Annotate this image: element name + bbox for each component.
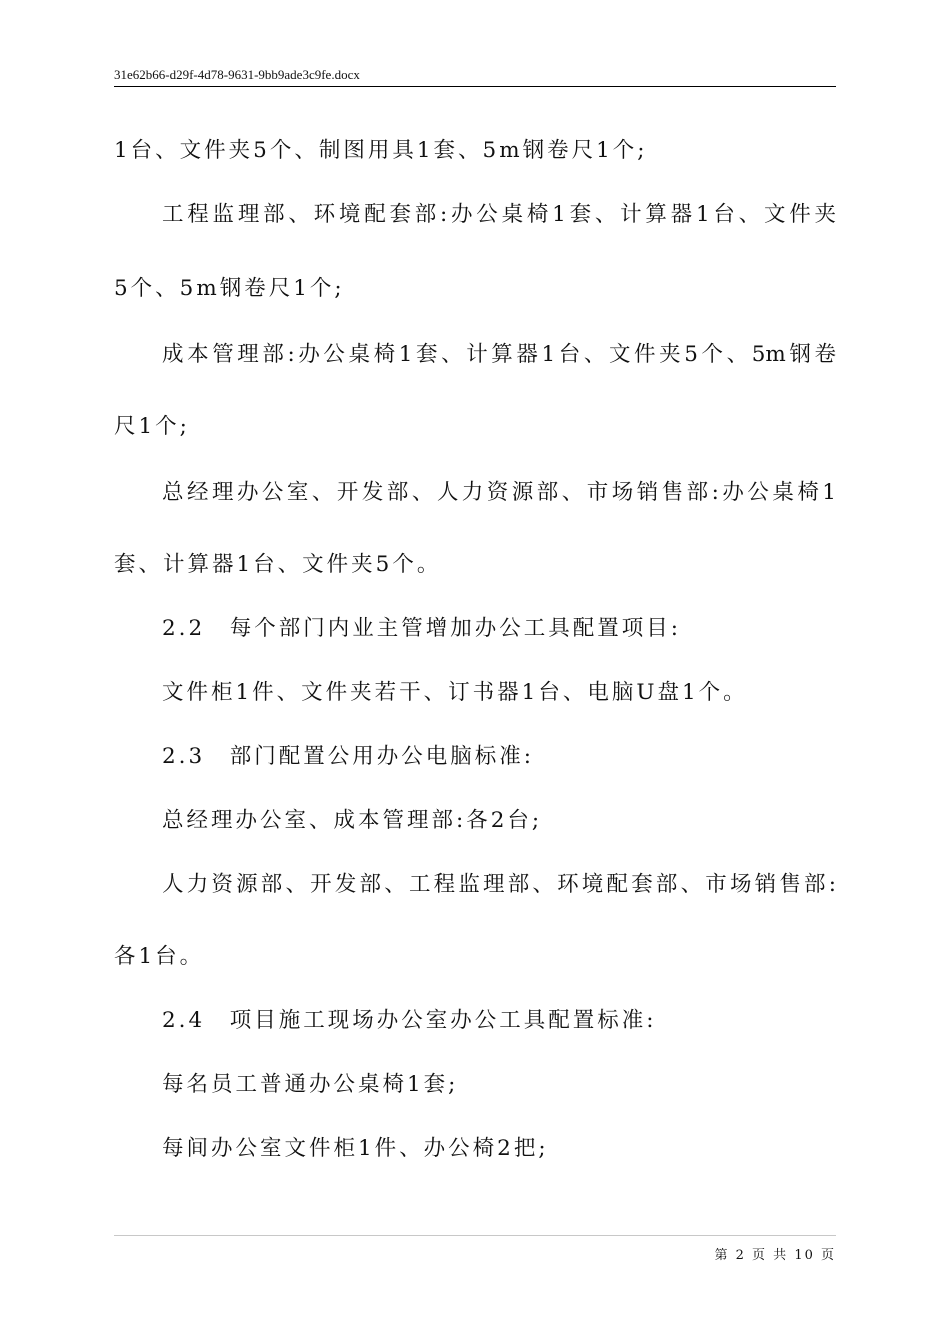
body-line-5: 尺1个;: [114, 414, 190, 439]
body-line-13: 各1台。: [114, 944, 205, 969]
body-line-16: 每间办公室文件柜1件、办公椅2把;: [162, 1136, 549, 1161]
body-line-4: 成本管理部:办公桌椅1套、计算器1台、文件夹5个、5m钢卷: [162, 342, 836, 367]
footer-divider: [114, 1235, 836, 1236]
body-line-15: 每名员工普通办公桌椅1套;: [162, 1072, 459, 1097]
body-line-2: 工程监理部、环境配套部:办公桌椅1套、计算器1台、文件夹: [162, 202, 836, 227]
header-divider: [114, 86, 836, 87]
body-line-7: 套、计算器1台、文件夹5个。: [114, 552, 442, 577]
section-heading-2-2: 2.2 每个部门内业主管增加办公工具配置项目:: [162, 616, 681, 641]
section-heading-2-4: 2.4 项目施工现场办公室办公工具配置标准:: [162, 1008, 657, 1033]
body-line-3: 5个、5m钢卷尺1个;: [114, 276, 345, 301]
body-line-1: 1台、文件夹5个、制图用具1套、5m钢卷尺1个;: [114, 138, 648, 163]
body-line-11: 总经理办公室、成本管理部:各2台;: [162, 808, 543, 833]
section-heading-2-3: 2.3 部门配置公用办公电脑标准:: [162, 744, 534, 769]
body-line-12: 人力资源部、开发部、工程监理部、环境配套部、市场销售部:: [162, 872, 836, 897]
page-number: 第 2 页 共 10 页: [714, 1248, 836, 1263]
body-line-9: 文件柜1件、文件夹若干、订书器1台、电脑U盘1个。: [162, 680, 748, 705]
body-line-6: 总经理办公室、开发部、人力资源部、市场销售部:办公桌椅1: [162, 480, 836, 505]
document-header-filename: 31e62b66-d29f-4d78-9631-9bb9ade3c9fe.docx: [114, 67, 360, 82]
